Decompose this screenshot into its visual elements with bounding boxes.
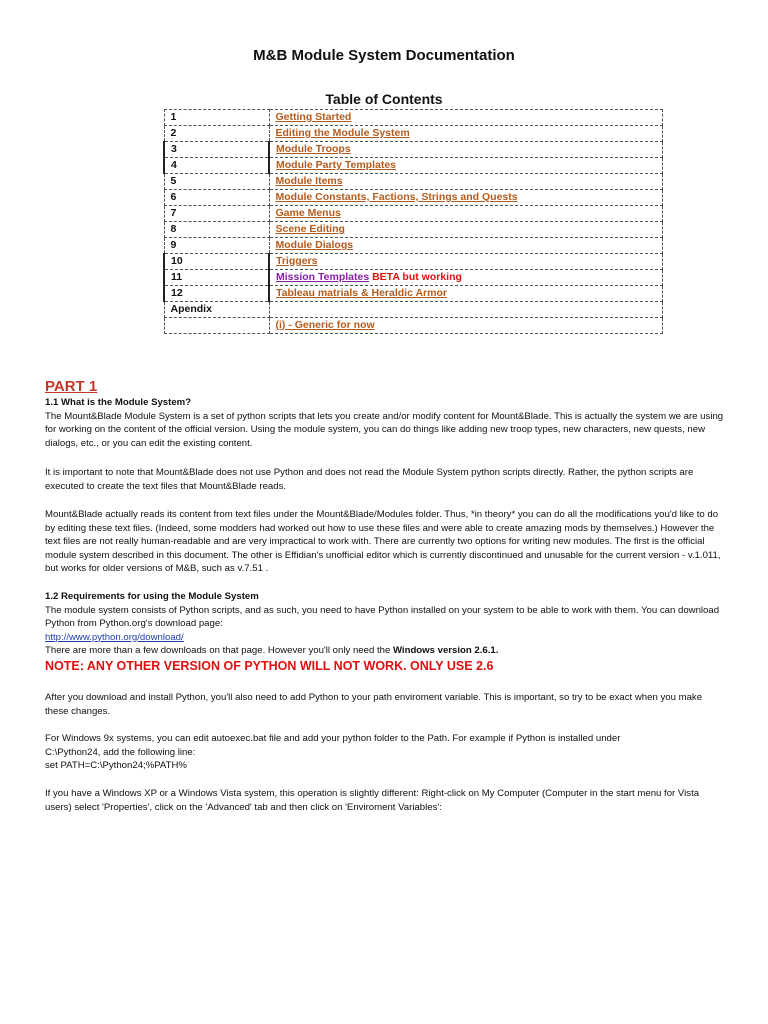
toc-row-number: 5: [164, 174, 269, 190]
section-1-1-paragraph-3: Mount&Blade actually reads its content from text files under the Mount&Blade/Modules folder. Thus, *in theory* you can do all the modifications you'd like to do by editing these text files. (Indeed, some modders had worked out how to use these files and were able to create amazing mods by themselves.) However the text files are not really human-readable and are very impractical to work with. There are currently two options for writing new modules. The first is the official module system described in this document. The other is Effidian's unofficial editor which is currently discontinued and unusable for the current version - v.1.011, but works for older versions of M&B, such as v.7.51 .: [45, 509, 721, 574]
toc-row-title-cell: [269, 270, 663, 286]
toc-row-title-cell: [269, 286, 663, 302]
toc-row-title-cell: [269, 318, 663, 334]
toc-row-number: [164, 318, 269, 334]
toc-row-title-cell: [269, 190, 663, 206]
toc-row-title-cell: [269, 238, 663, 254]
section-1-1-paragraph-2: It is important to note that Mount&Blade does not use Python and does not read the Module System python scripts directly. Rather, the python scripts are executed to create the text files that Mount&Blade reads.: [45, 467, 694, 492]
toc-link[interactable]: Triggers: [276, 255, 318, 267]
part-1-heading: PART 1: [45, 378, 98, 395]
python-download-link[interactable]: http://www.python.org/download/: [45, 631, 184, 643]
document-title: M&B Module System Documentation: [253, 47, 515, 64]
toc-row: [164, 286, 663, 302]
toc-row-title-cell: [269, 126, 663, 142]
toc-row: [164, 158, 663, 174]
toc-link[interactable]: Module Constants, Factions, Strings and Quests: [275, 191, 518, 203]
toc-row-number: 8: [164, 222, 269, 238]
toc-row-number: 2: [164, 126, 269, 142]
section-1-2-paragraph-4-block: [45, 732, 725, 773]
toc-row: [164, 238, 663, 254]
toc-row-number: 6: [164, 190, 269, 206]
toc-row-title-cell: [269, 206, 663, 222]
toc-row: [164, 110, 663, 126]
python-version-note: NOTE: ANY OTHER VERSION OF PYTHON WILL NOT WORK. ONLY USE 2.6: [45, 658, 494, 673]
toc-row-title-cell: [269, 302, 663, 318]
section-1-2: [45, 590, 725, 674]
path-command: set PATH=C:\Python24;%PATH%: [45, 760, 187, 771]
toc-link[interactable]: (i) - Generic for now: [275, 319, 375, 331]
toc-row: [164, 270, 663, 286]
toc-row: [164, 206, 663, 222]
section-1-2-paragraph-1: The module system consists of Python scripts, and as such, you need to have Python installed on your system to be able to work with them. You can download Python from Python.org's download page:: [45, 604, 720, 629]
toc-title: Table of Contents: [325, 91, 443, 107]
toc-row-number: 4: [164, 158, 269, 174]
toc-link[interactable]: Mission Templates: [276, 271, 370, 283]
toc-row-title-cell: [269, 254, 663, 270]
section-1-2-paragraph-2: There are more than a few downloads on that page. However you'll only need the Windows version 2.6.1.: [45, 645, 499, 656]
toc-row: [164, 142, 663, 158]
section-1-1-paragraph-1: The Mount&Blade Module System is a set of python scripts that lets you create and/or modify content for Mount&Blade. This is actually the system we are using for working on the content of the official version. Using the module system, you can do things like adding new troop types, new characters, new quests, new dialogs, etc., or you can edit the existing content.: [45, 410, 724, 449]
toc-row: [164, 318, 663, 334]
toc-link[interactable]: Module Troops: [276, 143, 351, 155]
toc-row: [164, 126, 663, 142]
toc-link[interactable]: Module Dialogs: [275, 239, 354, 251]
toc-link[interactable]: Getting Started: [275, 111, 352, 123]
toc-row-number: 12: [164, 286, 269, 302]
section-1-2-paragraph-3-block: [45, 691, 725, 718]
toc-link[interactable]: Scene Editing: [275, 223, 345, 235]
section-1-2-paragraph-5-block: [45, 787, 725, 814]
toc-row-number: 3: [164, 142, 269, 158]
windows-9x-instructions-line-2: C:\Python24, add the following line:: [45, 746, 196, 758]
toc-row-number: 10: [164, 254, 269, 270]
toc-link[interactable]: Tableau matrials & Heraldic Armor: [276, 287, 447, 299]
section-1-2-heading: 1.2 Requirements for using the Module System: [45, 591, 259, 602]
toc-row-number: 11: [164, 270, 269, 286]
toc-row-number: 9: [164, 238, 269, 254]
windows-xp-vista-instructions: If you have a Windows XP or a Windows Vista system, this operation is slightly different: Right-click on My Computer (Computer in the start menu for Vista users) select 'Properties', click on the 'Advanced' tab and then click on 'Enviroment Variables':: [45, 788, 700, 813]
toc-link[interactable]: Module Items: [275, 175, 343, 187]
toc-row: [164, 222, 663, 238]
section-1-1-paragraph-3-block: [45, 508, 725, 576]
toc-row-number: 7: [164, 206, 269, 222]
toc-row: [164, 254, 663, 270]
toc-row-title-cell: [269, 142, 663, 158]
section-1-1: [45, 396, 725, 450]
toc-row: [164, 190, 663, 206]
toc-beta-note: BETA but working: [372, 271, 462, 283]
section-1-1-paragraph-2-block: [45, 466, 725, 493]
toc-row-title-cell: [269, 110, 663, 126]
toc-row: [164, 302, 663, 318]
section-1-1-heading: 1.1 What is the Module System?: [45, 397, 192, 408]
toc-link[interactable]: Game Menus: [275, 207, 341, 219]
toc-link[interactable]: Module Party Templates: [276, 159, 397, 171]
toc-row-title-cell: [269, 174, 663, 190]
section-1-2-paragraph-3: After you download and install Python, you'll also need to add Python to your path enviroment variable. This is important, so try to be exact when you make these changes.: [45, 692, 703, 717]
toc-row-title-cell: [269, 158, 663, 174]
toc-link[interactable]: Editing the Module System: [275, 127, 410, 139]
toc-row-number: Apendix: [164, 302, 269, 318]
windows-9x-instructions-line-1: For Windows 9x systems, you can edit autoexec.bat file and add your python folder to the Path. For example if Python is installed under: [45, 733, 621, 744]
toc-row-title-cell: [269, 222, 663, 238]
toc-row: [164, 174, 663, 190]
windows-version-text: Windows version 2.6.1.: [392, 645, 499, 656]
table-of-contents: [163, 109, 663, 334]
toc-row-number: 1: [164, 110, 269, 126]
